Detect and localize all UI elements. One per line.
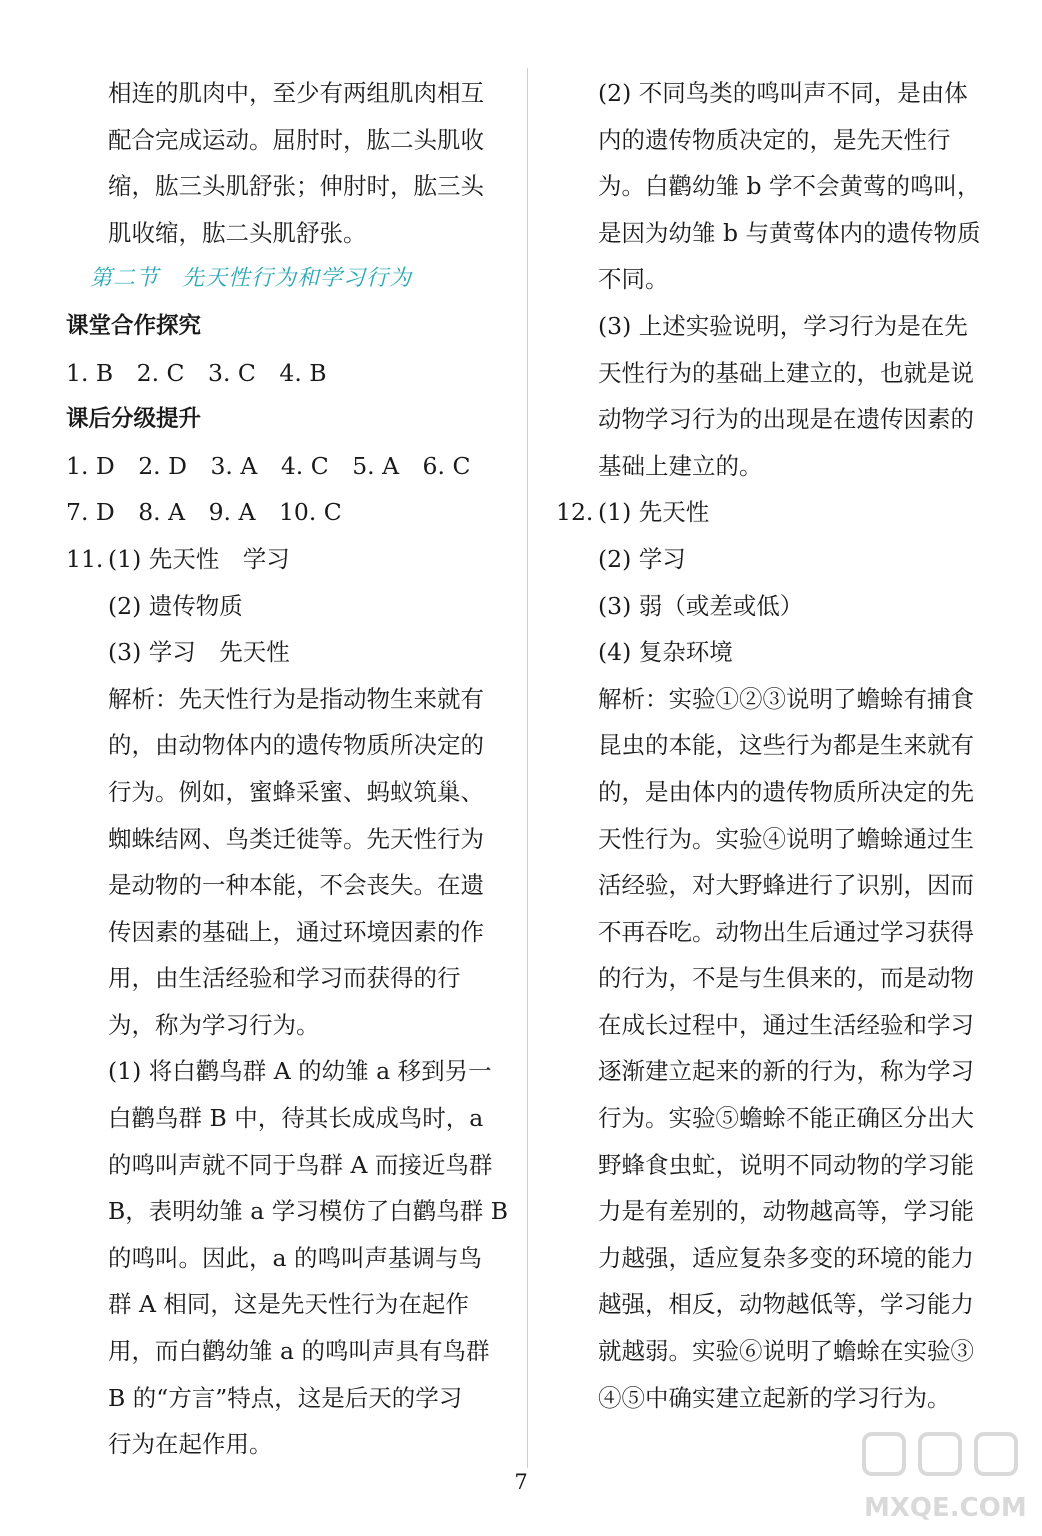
part1-line: B 的“方言”特点，这是后天的学习 — [108, 1383, 463, 1412]
analysis-line: ④⑤中确实建立起新的学习行为。 — [598, 1383, 951, 1412]
analysis-line: 行为。实验⑤蟾蜍不能正确区分出大 — [598, 1104, 974, 1133]
part2-line: (2) 不同鸟类的鸣叫声不同，是由体 — [598, 79, 968, 107]
q12-answer-4: (4) 复杂环境 — [598, 638, 733, 667]
answers-row-2: 7. D 8. A 9. A 10. C — [66, 498, 342, 527]
intro-line: 配合完成运动。屈肘时，肱二头肌收 — [108, 125, 484, 154]
q11-answer-1: (1) 先天性 学习 — [108, 544, 290, 573]
q11-answer-2: (2) 遗传物质 — [108, 591, 243, 620]
part1-line: 的鸣叫。因此，a 的鸣叫声基调与鸟 — [108, 1243, 482, 1272]
part2-line: 是因为幼雏 b 与黄莺体内的遗传物质 — [598, 218, 981, 247]
column-divider — [527, 68, 528, 1468]
analysis-line: 解析：先天性行为是指动物生来就有 — [108, 684, 484, 713]
analysis-line: 为，称为学习行为。 — [108, 1010, 320, 1039]
subhead-classroom: 课堂合作探究 — [66, 312, 202, 339]
subhead-after-class: 课后分级提升 — [66, 406, 202, 433]
analysis-line: 用，由生活经验和学习而获得的行 — [108, 964, 461, 993]
part3-line: 基础上建立的。 — [598, 451, 763, 480]
q12-number: 12. — [556, 498, 594, 527]
part3-line: 动物学习行为的出现是在遗传因素的 — [598, 405, 974, 434]
section-title: 第二节 先天性行为和学习行为 — [90, 266, 413, 292]
intro-line: 相连的肌肉中，至少有两组肌肉相互 — [108, 79, 484, 107]
analysis-line: 越强，相反，动物越低等，学习能力 — [598, 1290, 974, 1319]
part3-line: 天性行为的基础上建立的，也就是说 — [598, 358, 974, 387]
q11-answer-3: (3) 学习 先天性 — [108, 638, 290, 667]
right-column — [556, 70, 996, 1421]
analysis-line: 野蜂食虫虻，说明不同动物的学习能 — [598, 1150, 974, 1179]
part3-line: (3) 上述实验说明，学习行为是在先 — [598, 311, 968, 340]
part1-line: 白鹳鸟群 B 中，待其长成成鸟时，a — [108, 1104, 484, 1133]
part2-line: 不同。 — [598, 265, 669, 294]
analysis-line: 力越强，适应复杂多变的环境的能力 — [598, 1243, 974, 1272]
q11-number: 11. — [66, 544, 104, 573]
left-column — [66, 70, 506, 1468]
analysis-line: 逐渐建立起来的新的行为，称为学习 — [598, 1057, 974, 1086]
watermark-text: MXQE.COM — [864, 1493, 1027, 1523]
intro-line: 缩，肱三头肌舒张；伸肘时，肱三头 — [108, 172, 484, 201]
analysis-line: 的，是由体内的遗传物质所决定的先 — [598, 777, 974, 806]
part1-line: 的鸣叫声就不同于鸟群 A 而接近鸟群 — [108, 1150, 493, 1179]
analysis-line: 在成长过程中，通过生活经验和学习 — [598, 1010, 974, 1039]
watermark-logo — [860, 1428, 1030, 1528]
part1-line: 行为在起作用。 — [108, 1430, 273, 1459]
analysis-line: 蜘蛛结网、鸟类迁徙等。先天性行为 — [108, 824, 484, 853]
part1-line: (1) 将白鹳鸟群 A 的幼雏 a 移到另一 — [108, 1057, 492, 1086]
analysis-line: 解析：实验①②③说明了蟾蜍有捕食 — [598, 684, 974, 713]
answers-row-1: 1. D 2. D 3. A 4. C 5. A 6. C — [66, 451, 471, 480]
answers-classroom: 1. B 2. C 3. C 4. B — [66, 358, 327, 387]
analysis-line: 昆虫的本能，这些行为都是生来就有 — [598, 731, 974, 760]
part1-line: 群 A 相同，这是先天性行为在起作 — [108, 1290, 469, 1319]
analysis-line: 不再吞吃。动物出生后通过学习获得 — [598, 917, 974, 946]
analysis-line: 行为。例如，蜜蜂采蜜、蚂蚁筑巢、 — [108, 777, 484, 806]
analysis-line: 就越弱。实验⑥说明了蟾蜍在实验③ — [598, 1337, 974, 1366]
analysis-line: 力是有差别的，动物越高等，学习能 — [598, 1197, 974, 1226]
intro-line: 肌收缩，肱二头肌舒张。 — [108, 218, 367, 247]
analysis-line: 活经验，对大野蜂进行了识别，因而 — [598, 871, 974, 900]
q11-part-1 — [66, 536, 506, 583]
part2-line: 内的遗传物质决定的，是先天性行 — [598, 125, 951, 154]
page-number: 7 — [514, 1470, 528, 1494]
analysis-line: 的行为，不是与生俱来的，而是动物 — [598, 964, 974, 993]
q12-answer-2: (2) 学习 — [598, 544, 686, 573]
analysis-line: 的，由动物体内的遗传物质所决定的 — [108, 731, 484, 760]
part1-line: B，表明幼雏 a 学习模仿了白鹳鸟群 B — [108, 1197, 508, 1226]
analysis-line: 是动物的一种本能，不会丧失。在遗 — [108, 871, 484, 900]
analysis-line: 传因素的基础上，通过环境因素的作 — [108, 917, 484, 946]
q12-part-1 — [556, 489, 996, 536]
q12-answer-3: (3) 弱（或差或低） — [598, 591, 804, 620]
part1-line: 用，而白鹳幼雏 a 的鸣叫声具有鸟群 — [108, 1337, 490, 1366]
analysis-line: 天性行为。实验④说明了蟾蜍通过生 — [598, 824, 974, 853]
part2-line: 为。白鹳幼雏 b 学不会黄莺的鸣叫， — [598, 172, 981, 201]
q12-answer-1: (1) 先天性 — [598, 498, 710, 527]
